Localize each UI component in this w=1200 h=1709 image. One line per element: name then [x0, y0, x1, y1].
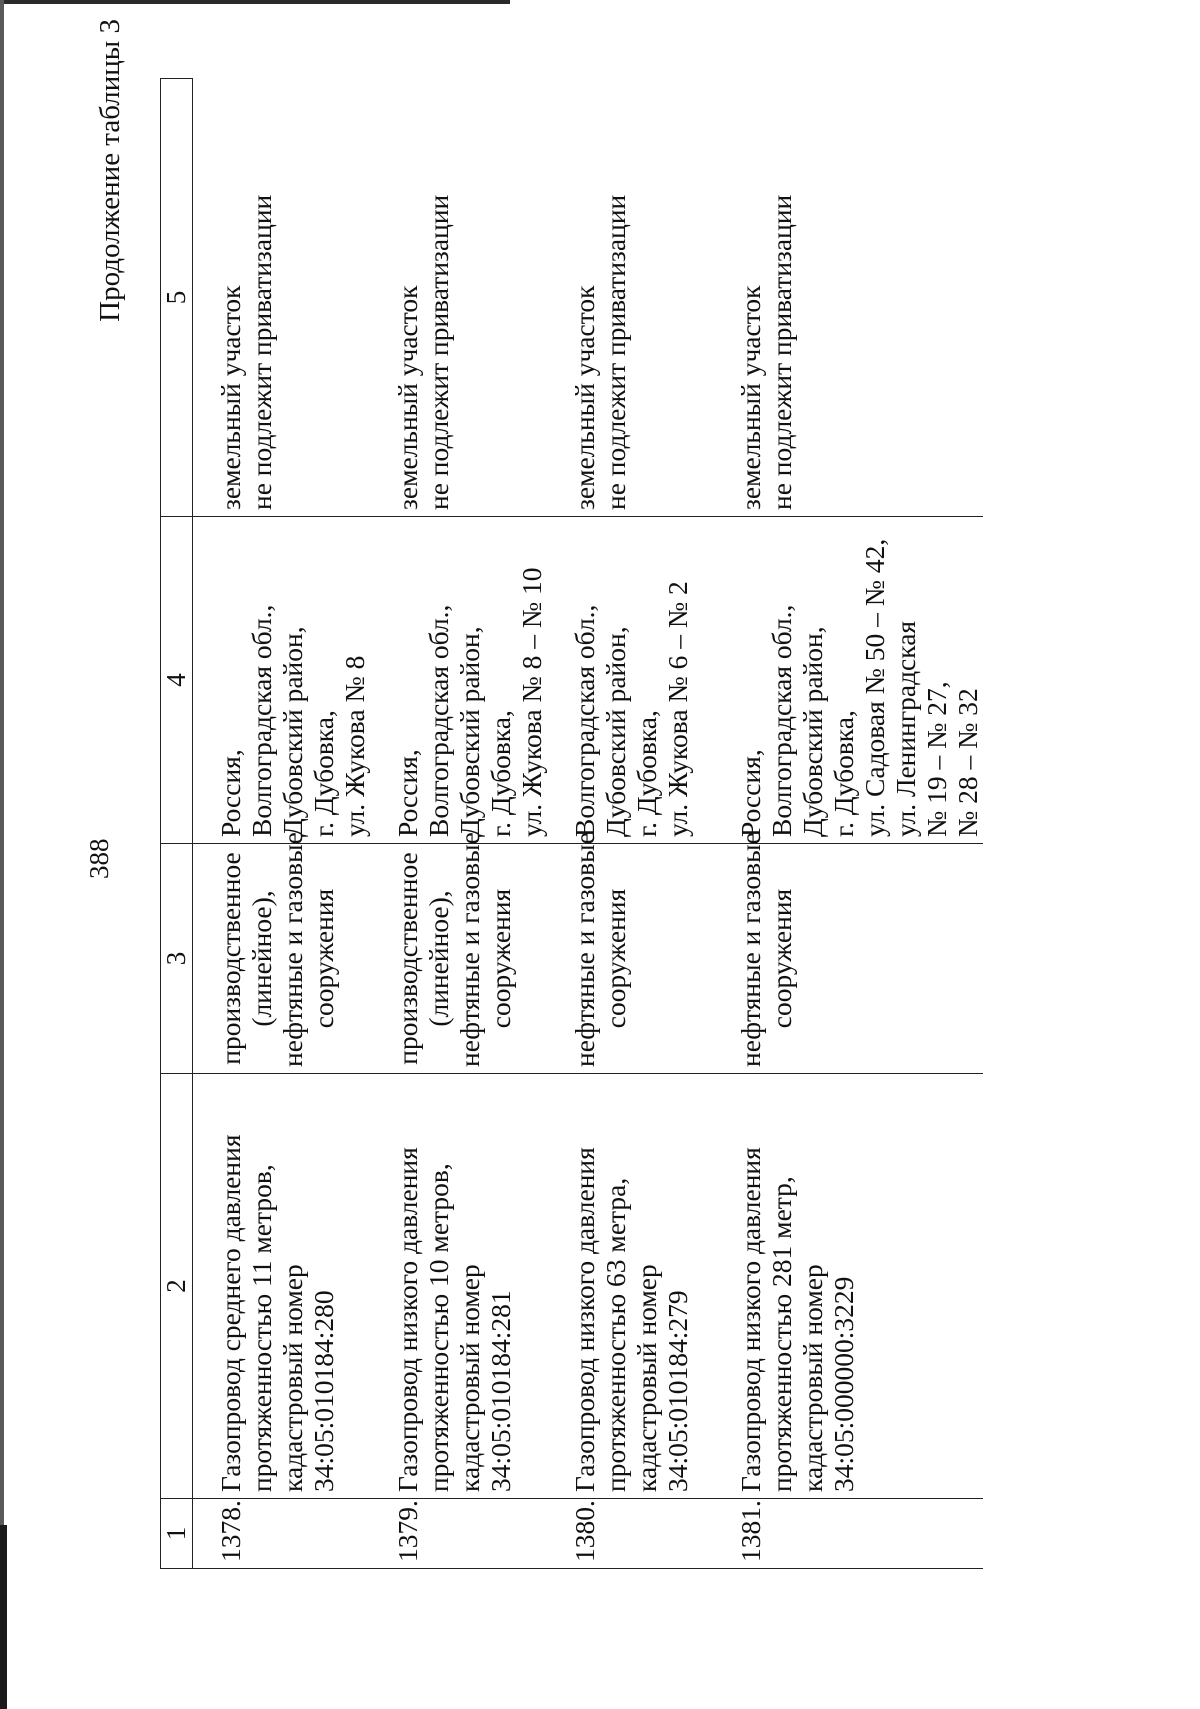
object-name-line: 34:05:010184:281 — [485, 1290, 516, 1492]
property-table — [160, 78, 983, 1569]
land-status-cell — [713, 79, 983, 517]
object-type-line: нефтяные и газовые — [569, 832, 600, 1067]
object-address-line: г. Дубовка, — [308, 710, 339, 837]
column-header-4: 4 — [161, 517, 193, 844]
object-name-line: Газопровод низкого давления — [735, 1147, 766, 1492]
object-address-line: Волгоградская обл., — [569, 604, 600, 837]
object-address-line: Дубовский район, — [600, 626, 631, 837]
object-type-line: производственное — [392, 852, 423, 1065]
column-header-1: 1 — [161, 1499, 193, 1569]
object-address-cell — [193, 517, 371, 844]
object-address-line: ул. Ленинградская — [890, 620, 921, 837]
object-name-line: 34:05:010184:280 — [308, 1290, 339, 1492]
object-type-line: (линейное), — [423, 890, 454, 1027]
object-address-line: Дубовский район, — [797, 626, 828, 837]
object-type-cell — [370, 832, 547, 1074]
land-status-line: земельный участок — [569, 285, 600, 510]
object-name-cell — [193, 1074, 371, 1499]
row-number-cell: 1378. — [193, 1499, 371, 1569]
land-status-cell — [547, 79, 713, 517]
object-name-cell — [547, 1074, 713, 1499]
object-address-line: ул. Жукова № 8 — [339, 655, 370, 837]
object-name-line: кадастровый номер — [454, 1264, 485, 1492]
object-type-line: производственное — [215, 852, 246, 1065]
table-row — [547, 79, 713, 1569]
table-header-row — [161, 79, 193, 1569]
column-header-5: 5 — [161, 79, 193, 517]
object-name-line: 34:05:010184:279 — [662, 1290, 693, 1492]
page-number: 388 — [84, 838, 114, 879]
land-status-cell — [193, 79, 371, 517]
object-address-line: № 19 – № 27, — [921, 681, 952, 837]
land-status-line: не подлежит приватизации — [246, 194, 277, 510]
object-type-line: нефтяные и газовые — [277, 832, 308, 1067]
object-name-line: Газопровод низкого давления — [392, 1147, 423, 1492]
object-name-line: протяженностью 11 метров, — [246, 1164, 277, 1492]
object-address-cell — [713, 517, 983, 844]
table-row — [193, 79, 371, 1569]
object-address-line: Волгоградская обл., — [246, 604, 277, 837]
object-type-line: сооружения — [600, 888, 631, 1029]
land-status-line: не подлежит приватизации — [766, 194, 797, 510]
object-name-cell — [370, 1074, 547, 1499]
land-status-line: земельный участок — [215, 285, 246, 510]
object-address-line: Россия, — [215, 749, 246, 837]
object-name-line: протяженностью 281 метр, — [766, 1176, 797, 1492]
table-row — [370, 79, 547, 1569]
object-type-cell — [713, 832, 983, 1074]
object-address-line: г. Дубовка, — [485, 710, 516, 837]
object-type-line: сооружения — [766, 888, 797, 1029]
object-name-line: Газопровод низкого давления — [569, 1147, 600, 1492]
object-type-cell — [547, 832, 713, 1074]
land-status-cell — [370, 79, 547, 517]
object-type-line: нефтяные и газовые — [735, 832, 766, 1067]
object-address-line: № 28 – № 32 — [952, 688, 983, 837]
object-name-line: кадастровый номер — [797, 1264, 828, 1492]
table-row — [713, 79, 983, 1569]
table-body — [193, 79, 984, 1569]
land-status-line: земельный участок — [735, 285, 766, 510]
object-type-line: нефтяные и газовые — [454, 832, 485, 1067]
object-address-line: Волгоградская обл., — [766, 604, 797, 837]
object-type-cell — [193, 832, 371, 1074]
object-address-line: г. Дубовка, — [828, 710, 859, 837]
object-address-line: ул. Садовая № 50 – № 42, — [859, 538, 890, 837]
object-name-line: протяженностью 63 метра, — [600, 1177, 631, 1492]
object-type-line: сооружения — [485, 888, 516, 1029]
object-type-line: сооружения — [308, 888, 339, 1029]
object-address-cell — [370, 517, 547, 844]
object-address-line: г. Дубовка, — [631, 710, 662, 837]
object-name-line: протяженностью 10 метров, — [423, 1163, 454, 1492]
object-name-cell — [713, 1074, 983, 1499]
object-name-line: 34:05:000000:3229 — [828, 1276, 859, 1492]
object-address-line: Дубовский район, — [454, 626, 485, 837]
object-name-line: кадастровый номер — [277, 1264, 308, 1492]
object-address-line: Волгоградская обл., — [423, 604, 454, 837]
column-header-3: 3 — [161, 844, 193, 1074]
object-address-line: Россия, — [392, 749, 423, 837]
row-number-cell: 1379. — [370, 1499, 547, 1569]
land-status-line: не подлежит приватизации — [600, 194, 631, 510]
row-number-cell: 1380. — [547, 1499, 713, 1569]
object-name-line: кадастровый номер — [631, 1264, 662, 1492]
object-address-cell — [547, 517, 713, 844]
land-status-line: земельный участок — [392, 285, 423, 510]
object-address-line: ул. Жукова № 6 – № 2 — [662, 581, 693, 837]
object-name-line: Газопровод среднего давления — [215, 1134, 246, 1492]
object-address-line: ул. Жукова № 8 – № 10 — [516, 567, 547, 837]
table-continuation-label: Продолжение таблицы 3 — [94, 19, 126, 322]
object-type-line: (линейное), — [246, 890, 277, 1027]
land-status-line: не подлежит приватизации — [423, 194, 454, 510]
column-header-2: 2 — [161, 1074, 193, 1499]
object-address-line: Россия, — [735, 749, 766, 837]
row-number-cell: 1381. — [713, 1499, 983, 1569]
object-address-line: Дубовский район, — [277, 626, 308, 837]
